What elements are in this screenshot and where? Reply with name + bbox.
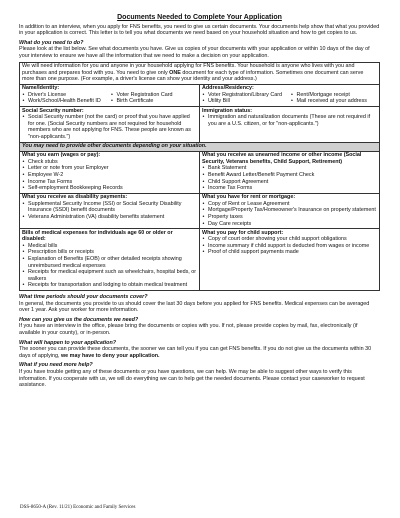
immigration-header: Immigration status: xyxy=(202,107,253,114)
list-item: • Social Security number (not the card) or proof that you have applied for one. (Social Security numbers are not required for household members who are not applying for FNS. These people are known as "non-applicants.") xyxy=(22,114,197,140)
list-item: • Copy of court order showing your child support obligations xyxy=(202,236,377,243)
list-item: • Property taxes xyxy=(202,214,377,221)
documents-table xyxy=(19,62,380,292)
list-item: • Income summary if child support is deducted from wages or income xyxy=(202,243,377,250)
what-happens-text-start: The sooner you can provide these documents, the sooner we can tell you if you can get FNS benefits. If you do not give us the documents within 30 days of applying, xyxy=(19,346,372,359)
address-residency-header: Address/Residency: xyxy=(202,85,254,92)
list-item: • Immigration and naturalization documents (These are not required if you are a U.S. citizen, or for "non-applicants.") xyxy=(202,114,377,127)
list-item: • Prescription bills or receipts xyxy=(22,249,197,256)
name-identity-header: Name/Identity: xyxy=(22,85,60,92)
what-to-do-heading: What do you need to do? xyxy=(19,39,84,46)
ssn-cell xyxy=(20,107,200,142)
list-item: • Veterans Administration (VA) disability benefits statement xyxy=(22,214,197,221)
intro-paragraph: In addition to an interview, when you apply for FNS benefits, you need to give us certain documents. Your documents help show that what you provided in your application is correct. This letter is to tell you what documents we need based on your household situation and how to get copies to us. xyxy=(19,23,380,37)
disability-list xyxy=(22,201,197,221)
time-periods-heading: What time periods should your documents cover? xyxy=(19,294,148,300)
ssn-header: Social Security number: xyxy=(22,107,84,114)
list-item: • Income Tax Forms xyxy=(202,185,377,192)
earn-header: What you earn (wages or pay): xyxy=(22,152,101,159)
list-item: • Medical bills xyxy=(22,243,197,250)
page-title: Documents Needed to Complete Your Application xyxy=(117,14,282,21)
list-item: • Mail received at your address xyxy=(291,98,378,105)
household-note-start: We will need information for you and anyone in your household applying for FNS benefits. Your household is anyone who lives with you and purchases and prepares food with you. You need to give only xyxy=(22,63,355,76)
what-happens-text xyxy=(19,346,380,359)
list-item: • Voter Registration Card xyxy=(111,92,198,99)
child-support-header: What you pay for child support: xyxy=(202,229,284,236)
household-note-end: document for each type of information. Sometimes one document can serve more than one purpose. (For example, a driver's license can show your identity and your address.) xyxy=(22,69,364,83)
list-item: • Check stubs xyxy=(22,159,197,166)
list-item: • Work/School/Health Benefit ID xyxy=(22,98,109,105)
how-to-give-heading: How can you give us the documents we need? xyxy=(19,316,139,323)
disability-cell xyxy=(20,193,200,228)
list-item: • Copy of Rent or Lease Agreement xyxy=(202,201,377,208)
list-item: • Proof of child support payments made xyxy=(202,249,377,256)
earn-cell xyxy=(20,151,200,193)
list-item: • Self-employment Bookkeeping Records xyxy=(22,185,197,192)
household-note-one: ONE xyxy=(169,69,181,76)
medical-cell xyxy=(20,229,200,291)
list-item: • Receipts for transportation and lodging to obtain medical treatment xyxy=(22,282,197,289)
list-item: • Letter or note from your Employer xyxy=(22,165,197,172)
earn-list xyxy=(22,159,197,192)
what-happens-heading: What will happen to your application? xyxy=(19,339,117,346)
unearned-cell xyxy=(200,151,380,193)
ssn-list xyxy=(22,114,197,140)
list-item: • Child Support Agreement xyxy=(202,179,377,186)
form-footer: DSS-8650-A (Rev. 11/21) Economic and Family Services xyxy=(20,505,136,510)
address-residency-list-1 xyxy=(202,92,289,105)
rent-header: What you have for rent or mortgage: xyxy=(202,194,296,201)
name-identity-list-2 xyxy=(111,92,198,105)
address-residency-list-2 xyxy=(291,92,378,105)
name-identity-list-1 xyxy=(22,92,109,105)
unearned-header: What you receive as unearned income or other income (Social Security, Veterans benefits, Child Support, Retirement) xyxy=(202,152,362,165)
unearned-list xyxy=(202,165,377,191)
list-item: • Employee W-2 xyxy=(22,172,197,179)
child-support-cell xyxy=(200,229,380,291)
name-identity-cell xyxy=(20,84,200,106)
what-to-do-text: Please look at the list below. See what documents you have. Give us copies of your documents with your application or within 10 days of the day of your interview to ensure we have all the information that we need to make a decision on your application. xyxy=(19,46,370,59)
more-help-text: If you have trouble getting any of these documents or you have questions, we can help. We may be able to suggest other ways to verify this information. If you cooperate with us, we will do everything we can to help get the needed documents. Please contact your caseworker to request assistance. xyxy=(19,368,365,389)
what-happens-text-bold: we may have to deny your application. xyxy=(60,352,160,359)
list-item: • Income Tax Forms xyxy=(22,179,197,186)
immigration-cell xyxy=(200,107,380,142)
list-item: • Day Care receipts xyxy=(202,221,377,228)
address-residency-cell xyxy=(200,84,380,106)
medical-list xyxy=(22,243,197,289)
list-item: • Supplemental Security Income (SSI) or Social Security Disability Insurance (SSDI) benefit documents xyxy=(22,201,197,214)
list-item: • Utility Bill xyxy=(202,98,289,105)
list-item: • Mortgage/Property Tax/Homeowner's Insurance on property statement xyxy=(202,207,377,214)
how-to-give-text: If you have an interview in the office, please bring the documents or copies with you. If not, please provide copies by mail, fax, electronically (if available in your county), or in-person. xyxy=(19,323,358,336)
list-item: • Voter Registration/Library Card xyxy=(202,92,289,99)
list-item: • Driver's License xyxy=(22,92,109,99)
list-item: • Benefit Award Letter/Benefit Payment Check xyxy=(202,172,377,179)
list-item: • Bank Statement xyxy=(202,165,377,172)
medical-header: Bills of medical expenses for individuals age 60 or older or disabled: xyxy=(22,229,173,243)
time-periods-text: In general, the documents you provide to us should cover the last 30 days before you applied for FNS benefits. Medical expenses can be averaged over 1 year. Ask your worker for more information. xyxy=(19,300,370,314)
child-support-list xyxy=(202,236,377,256)
list-item: • Rent/Mortgage receipt xyxy=(291,92,378,99)
list-item: • Explanation of Benefits (EOB) or other detailed receipts showing unreimbursed medical expenses xyxy=(22,256,197,269)
situation-band: You may need to provide other documents depending on your situation. xyxy=(20,142,380,151)
rent-list xyxy=(202,201,377,227)
more-help-heading: What if you need more help? xyxy=(19,362,93,369)
list-item: • Birth Certificate xyxy=(111,98,198,105)
household-note xyxy=(20,62,380,84)
immigration-list xyxy=(202,114,377,127)
list-item: • Receipts for medical equipment such as wheelchairs, hospital beds, or walkers xyxy=(22,269,197,282)
rent-cell xyxy=(200,193,380,228)
disability-header: What you receive as disability payments: xyxy=(22,194,128,201)
